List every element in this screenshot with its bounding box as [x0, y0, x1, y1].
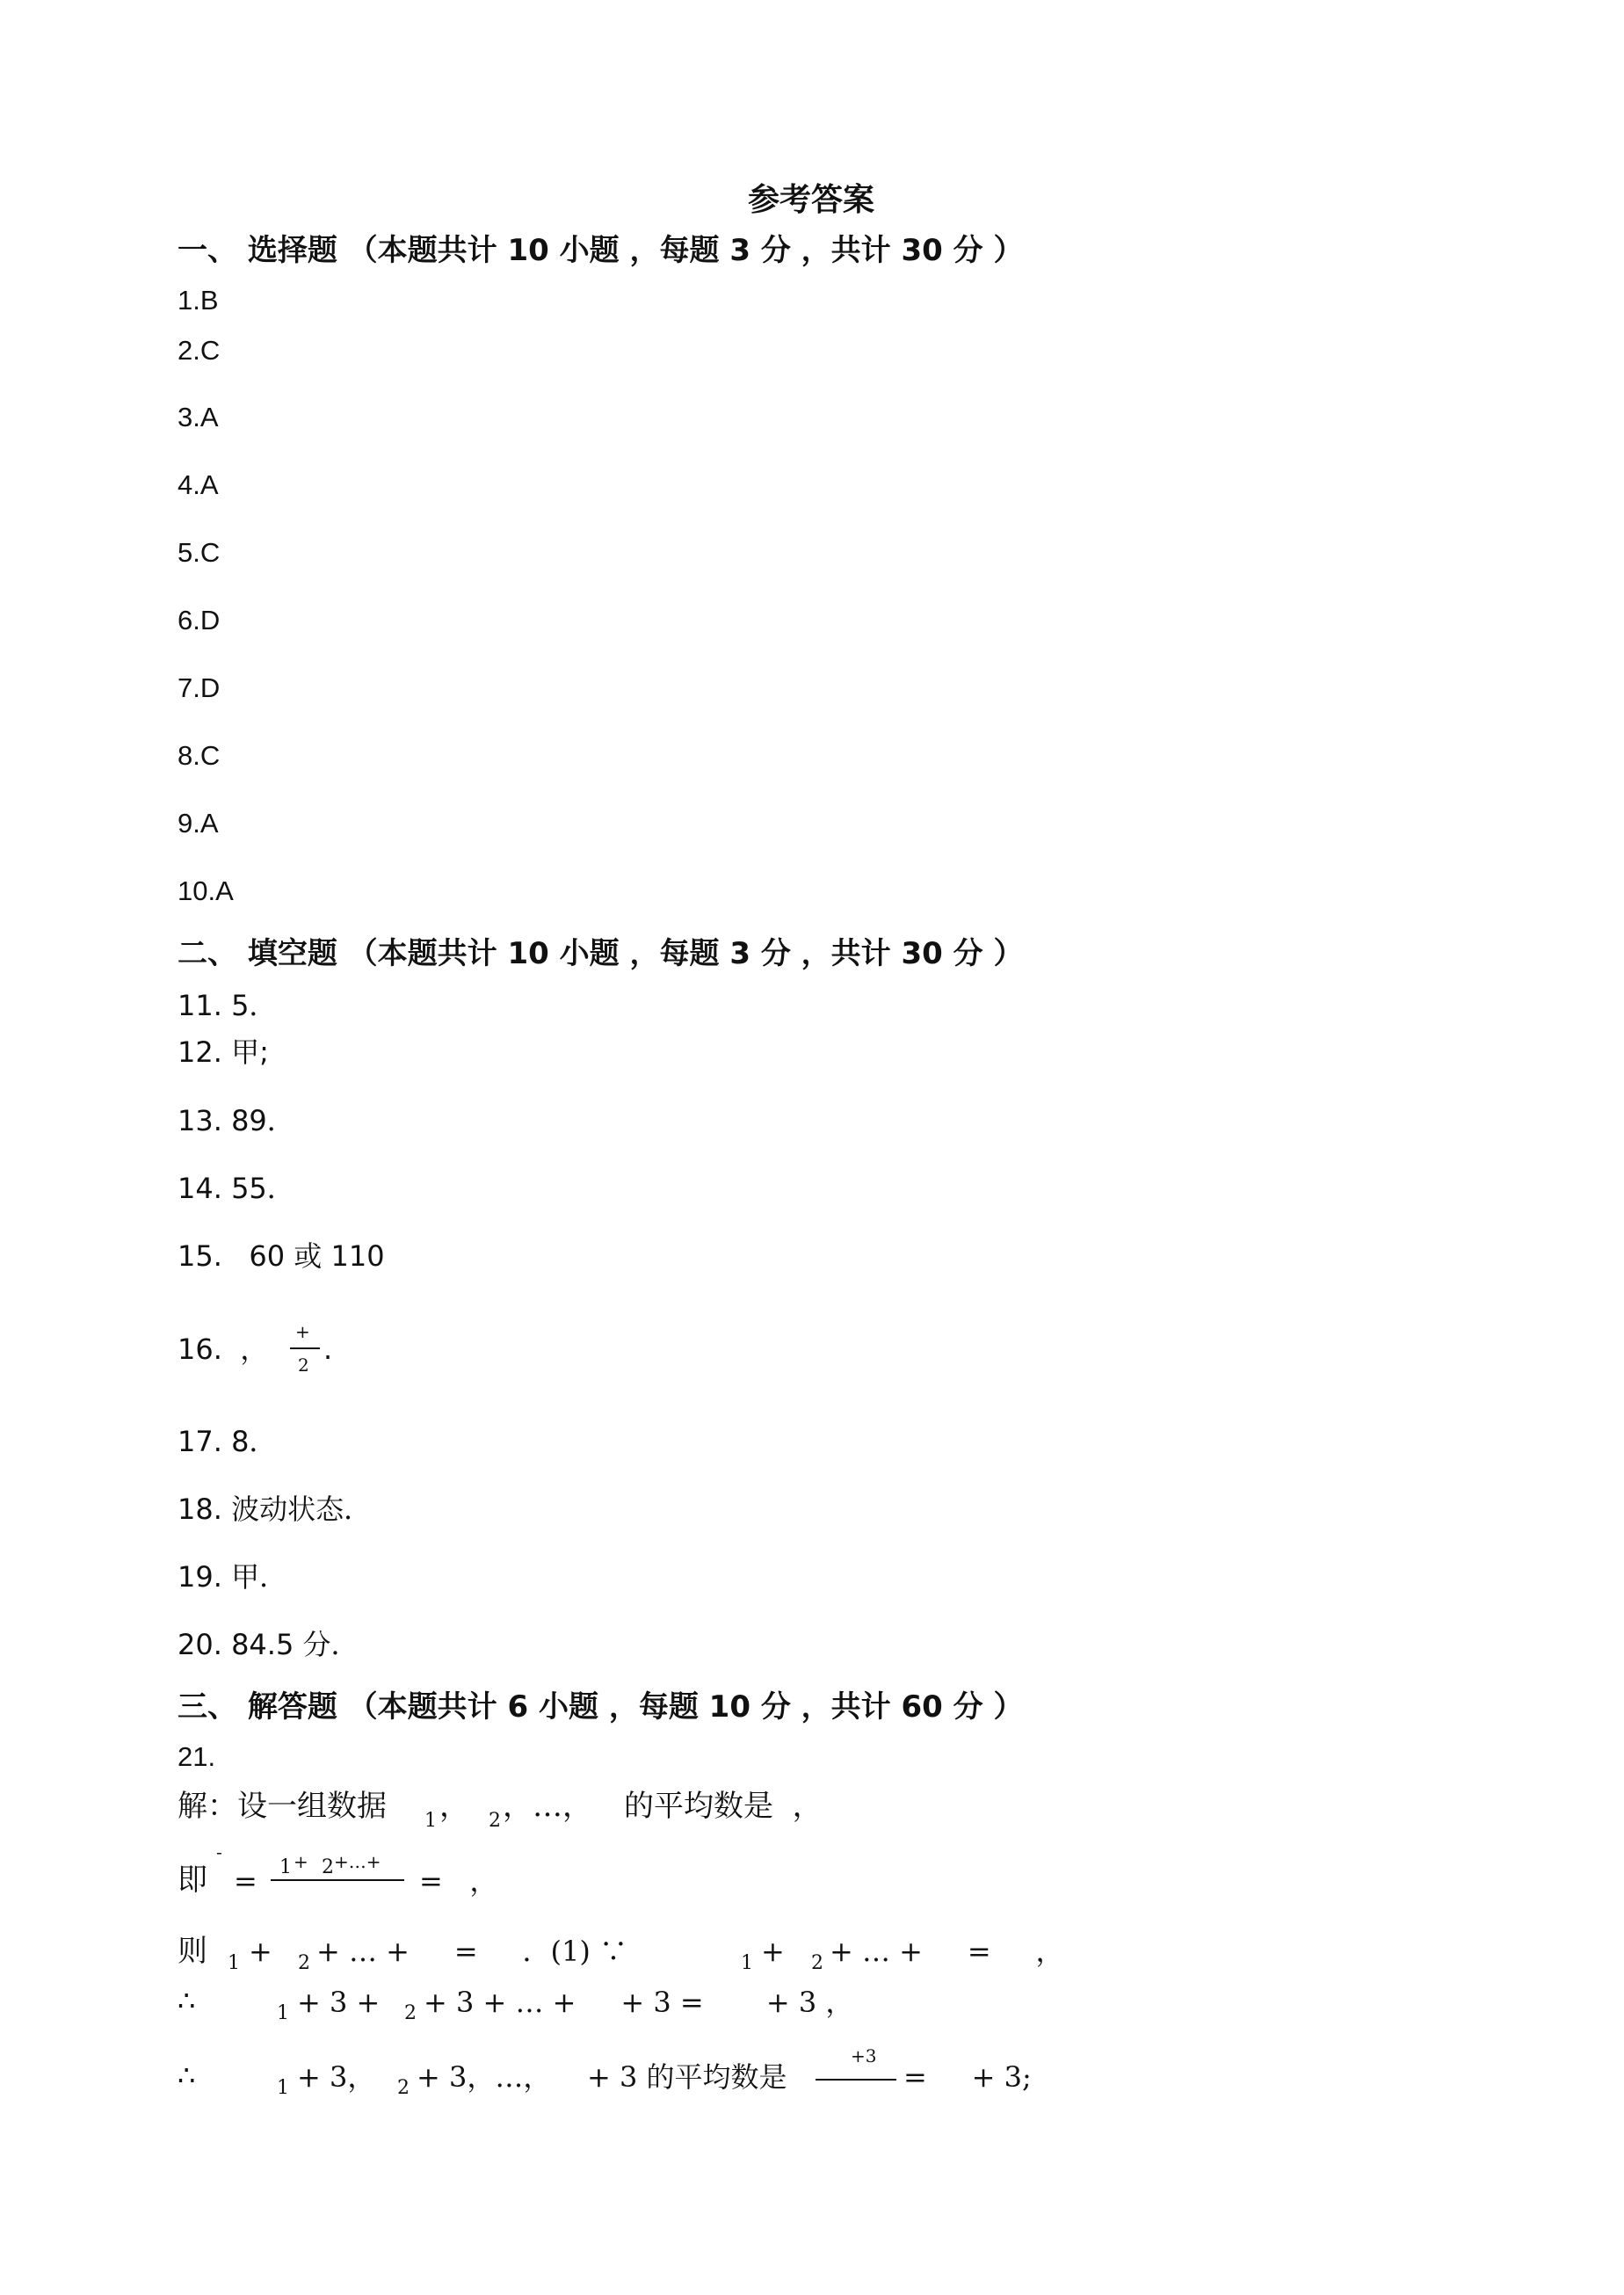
answer-item: 6.D	[178, 605, 221, 635]
therefore-symbol: ∴	[178, 1984, 196, 2017]
answer-item: 15. 60 或 110	[178, 1239, 385, 1273]
solution-text: +	[249, 1935, 272, 1968]
answer-item: 1.B	[178, 285, 219, 316]
answer-item: 10.A	[178, 875, 234, 906]
therefore-symbol: ∴	[178, 2059, 196, 2092]
question-number: 21.	[178, 1741, 216, 1772]
fraction-bar	[816, 2079, 896, 2081]
answer-item-end: .	[323, 1333, 333, 1366]
solution-text: + 3 +	[297, 1986, 381, 2019]
fraction-bar	[290, 1347, 320, 1349]
overline-mark: -	[216, 1841, 222, 1863]
subscript: 1	[279, 1856, 292, 1878]
answer-item: 7.D	[178, 672, 221, 703]
answer-item: 4.A	[178, 469, 219, 500]
subscript: 1	[424, 1810, 437, 1832]
answer-item: 18. 波动状态．	[178, 1492, 373, 1526]
solution-text: + 3，	[297, 2060, 376, 2094]
answer-item: 19. 甲．	[178, 1560, 288, 1594]
solution-text: 即	[178, 1863, 207, 1898]
answer-item: 11. 5．	[178, 989, 278, 1022]
subscript: 2	[298, 1952, 310, 1974]
solution-text: = + 3;	[903, 2060, 1032, 2094]
subscript: 2	[811, 1952, 823, 1974]
solution-text: 解：设一组数据	[178, 1789, 387, 1824]
solution-text: 的平均数是 ，	[624, 1789, 823, 1824]
answer-item: 5.C	[178, 537, 221, 568]
subscript: 2	[404, 2002, 417, 2024]
subscript: 1	[741, 1952, 753, 1974]
equals-sign: =	[234, 1864, 257, 1898]
answer-item: 8.C	[178, 740, 221, 771]
answer-item: 3.A	[178, 402, 219, 432]
solution-text: + … + = ．(1) ∵	[316, 1935, 628, 1968]
fraction-denominator: 2	[298, 1354, 309, 1376]
answer-item: 9.A	[178, 808, 219, 839]
solution-text: 则	[178, 1934, 207, 1969]
answer-item: 2.C	[178, 335, 221, 366]
subscript: 1	[277, 2002, 289, 2024]
subscript: 1	[277, 2077, 289, 2099]
section-heading-fill: 二、 填空题 （本题共计 10 小题 ，每题 3 分 ，共计 30 分 ）	[178, 936, 1024, 971]
answer-item: 17. 8．	[178, 1425, 278, 1458]
subscript: 2	[397, 2077, 410, 2099]
fraction-numerator: +	[294, 1851, 308, 1872]
answer-item: 16. ，	[178, 1333, 269, 1366]
fraction-numerator: +3	[851, 2045, 877, 2066]
answer-item: 12. 甲;	[178, 1035, 269, 1069]
answer-item: 13. 89．	[178, 1104, 295, 1137]
page-title: 参考答案	[748, 182, 875, 218]
subscript: 1	[228, 1952, 240, 1974]
answer-item: 14. 55．	[178, 1172, 295, 1205]
solution-text: ，	[439, 1789, 469, 1824]
subscript: 2	[322, 1856, 334, 1878]
solution-text: + 3 + … + + 3 = + 3 ，	[424, 1986, 854, 2019]
answer-item: 20. 84.5 分．	[178, 1628, 359, 1661]
solution-text: ，…，	[503, 1789, 592, 1824]
fraction-numerator: +	[295, 1321, 310, 1342]
solution-text: +	[761, 1935, 785, 1968]
fraction-bar	[271, 1879, 404, 1881]
solution-text: + … + = ，	[830, 1935, 1064, 1968]
solution-text: + 3，…， + 3 的平均数是	[417, 2060, 787, 2094]
section-heading-solve: 三、 解答题 （本题共计 6 小题 ，每题 10 分 ，共计 60 分 ）	[178, 1689, 1024, 1725]
section-heading-choice: 一、 选择题 （本题共计 10 小题 ，每题 3 分 ，共计 30 分 ）	[178, 233, 1024, 268]
subscript: 2	[489, 1810, 501, 1832]
solution-text: = ，	[419, 1864, 498, 1898]
fraction-numerator: +…+	[334, 1851, 381, 1872]
